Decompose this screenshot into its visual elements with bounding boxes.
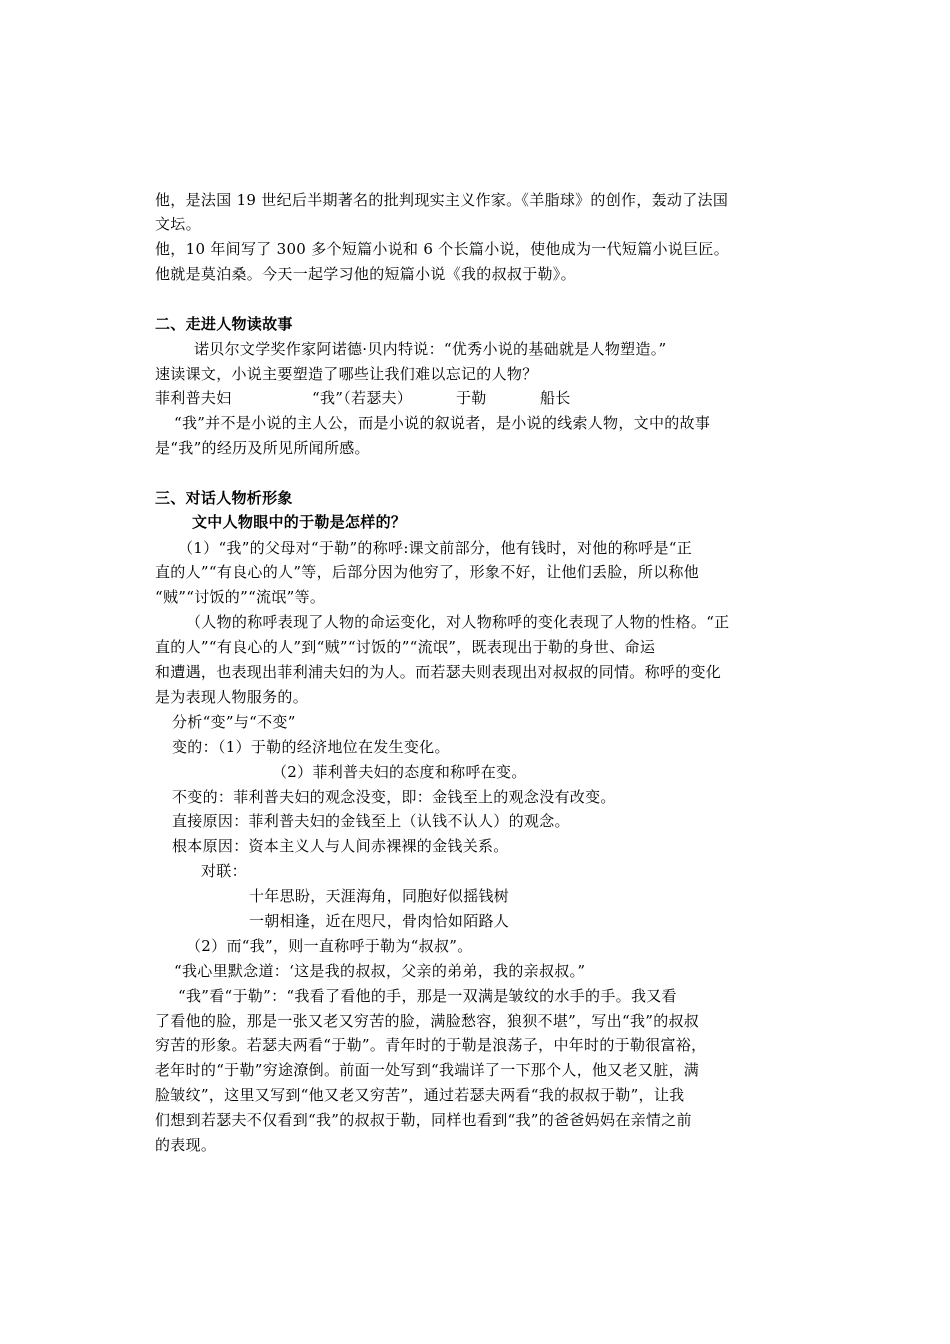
analysis-title: 分析“变”与“不变” [172, 713, 296, 731]
paragraph-5-line-4: 老年时的“于勒”穷途潦倒。前面一处写到“我端详了一下那个人，他又老又脏，满 [155, 1061, 700, 1079]
paragraph-5-line-2: 了看他的脸，那是一张又老又穷苦的脸，满脸愁容，狼狈不堪”，写出“我”的叔叔 [155, 1012, 700, 1030]
section2-question: 速读课文，小说主要塑造了哪些让我们难以忘记的人物？ [155, 365, 538, 383]
section3-subheading: 文中人物眼中的于勒是怎样的？ [192, 513, 407, 531]
paragraph-2-line-1: （人物的称呼表现了人物的命运变化，对人物称呼的变化表现了人物的性格。“正 [186, 613, 730, 631]
couplet-line-1: 十年思盼，天涯海角，同胞好似摇钱树 [249, 887, 510, 905]
paragraph-5-line-7: 的表现。 [155, 1136, 217, 1154]
character-captain: 船长 [540, 389, 571, 407]
paragraph-4-quote: “我心里默念道：‘这是我的叔叔，父亲的弟弟，我的亲叔叔。” [174, 962, 586, 980]
unchanged-item: 不变的：菲利普夫妇的观念没变，即：金钱至上的观念没有改变。 [172, 788, 616, 806]
paragraph-5-line-6: 们想到若瑟夫不仅看到“我”的叔叔于勒，同样也看到“我”的爸爸妈妈在亲情之前 [155, 1111, 692, 1129]
paragraph-5-line-5: 脸皱纹”，这里又写到“他又老又穷苦”，通过若瑟夫两看“我的叔叔于勒”，让我 [155, 1086, 685, 1104]
section2-quote: 诺贝尔文学奖作家阿诺德·贝内特说：“优秀小说的基础就是人物塑造。” [194, 340, 667, 358]
narrator-line-1: “我”并不是小说的主人公，而是小说的叙说者，是小说的线索人物，文中的故事 [174, 414, 711, 432]
narrator-line-2: 是“我”的经历及所见所闻所感。 [155, 439, 370, 457]
paragraph-2-line-2: 直的人”“有良心的人”到“贼”“讨饭的”“流氓”，既表现出于勒的身世、命运 [155, 638, 656, 656]
change-item-2: （2）菲利普夫妇的态度和称呼在变。 [272, 763, 527, 781]
section2-heading: 二、走进人物读故事 [155, 315, 293, 333]
root-cause: 根本原因：资本主义人与人间赤裸裸的金钱关系。 [172, 837, 509, 855]
paragraph-1-line-2: 直的人”“有良心的人”等，后部分因为他穷了，形象不好，让他们丢脸，所以称他 [155, 563, 700, 581]
paragraph-1-line-3: “贼”“讨饭的”“流氓”等。 [155, 588, 326, 606]
intro-line-4: 他就是莫泊桑。今天一起学习他的短篇小说《我的叔叔于勒》。 [155, 265, 576, 283]
character-joseph: “我”（若瑟夫） [312, 389, 413, 407]
intro-line-3: 他，10 年间写了 300 多个短篇小说和 6 个长篇小说，使他成为一代短篇小说巨匠。 [155, 240, 730, 258]
paragraph-5-line-3: 穷苦的形象。若瑟夫两看“于勒”。青年时的于勒是浪荡子，中年时的于勒很富裕， [155, 1036, 707, 1054]
intro-line-2: 文坛。 [155, 215, 201, 233]
character-philippe-couple: 菲利普夫妇 [155, 389, 232, 407]
paragraph-2-line-4: 是为表现人物服务的。 [155, 688, 309, 706]
direct-cause: 直接原因：菲利普夫妇的金钱至上（认钱不认人）的观念。 [172, 812, 570, 830]
intro-line-1: 他，是法国 19 世纪后半期著名的批判现实主义作家。《羊脂球》的创作，轰动了法国 [155, 191, 729, 209]
section3-heading: 三、对话人物析形象 [155, 489, 293, 507]
couplet-line-2: 一朝相逢，近在咫尺，骨肉恰如陌路人 [249, 912, 510, 930]
paragraph-3: （2）而“我”，则一直称呼于勒为“叔叔”。 [186, 937, 473, 955]
paragraph-2-line-3: 和遭遇，也表现出菲利浦夫妇的为人。而若瑟夫则表现出对叔叔的同情。称呼的变化 [155, 663, 722, 681]
paragraph-1-line-1: （1）“我”的父母对“于勒”的称呼:课文前部分，他有钱时，对他的称呼是“正 [178, 539, 693, 557]
character-jules: 于勒 [456, 389, 487, 407]
couplet-label: 对联： [201, 862, 247, 880]
change-item-1: 变的：（1）于勒的经济地位在发生变化。 [172, 738, 450, 756]
paragraph-5-line-1: “我”看“于勒”：“我看了看他的手，那是一双满是皱纹的水手的手。我又看 [178, 987, 677, 1005]
